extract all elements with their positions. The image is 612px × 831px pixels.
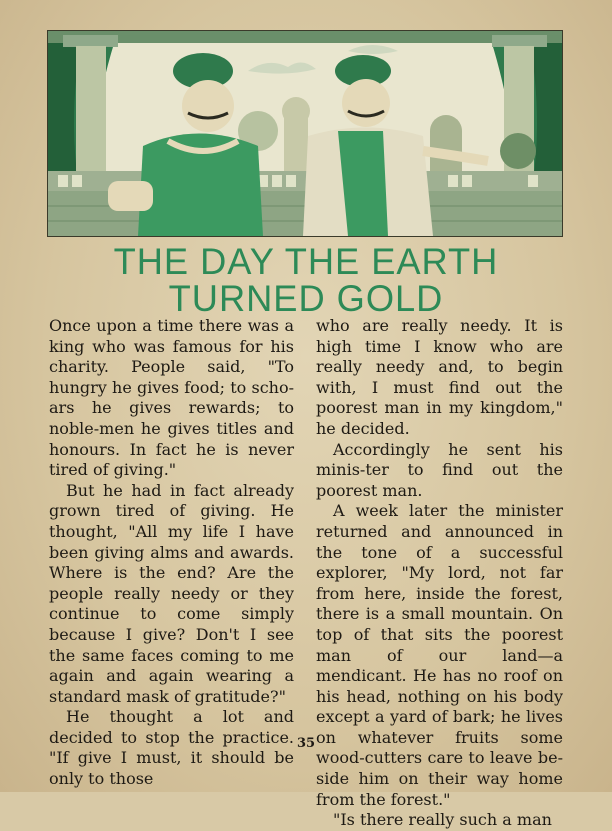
story-title-line-2: TURNED GOLD xyxy=(168,278,444,319)
paragraph: Once upon a time there was a king who was famous for his charity. People said, "To hungry he gives food; to scho-ars he gives rewards; to noble-men he gives titles and honours. In fact he is never tired of giving." xyxy=(49,316,294,480)
paragraph: A week later the minister returned and announced in the tone of a successful explorer, "My lord, not far from here, inside the forest, there is a small mountain. On top of that sits the poorest man of our land—a mendicant. He has no roof on his head, nothing on his body except a yard of bark; he lives on whatever fruits some wood-cutters care to leave be-side him on their way home from the forest." xyxy=(316,501,563,809)
story-title-line-1: THE DAY THE EARTH xyxy=(113,241,499,282)
story-illustration xyxy=(47,30,563,237)
paragraph: But he had in fact already grown tired of giving. He thought, "All my life I have been giving alms and awards. Where is the end? Are the people really needy or they continue to come simply because I give? Don't I see the same faces coming to me again and again wearing a standard mask of gratitude?" xyxy=(49,480,294,706)
left-text-column xyxy=(49,316,294,790)
paragraph: who are really needy. It is high time I know who are really needy and, to begin with, I must find out the poorest man in my kingdom," he decided. xyxy=(316,316,563,438)
paragraph: He thought a lot and decided to stop the practice. "If give I must, it should be only to those xyxy=(49,707,294,789)
paragraph: Accordingly he sent his minis-ter to find out the poorest man. xyxy=(316,439,563,500)
two-men-in-palace-illustration-icon xyxy=(48,31,562,236)
page-number: 35 xyxy=(296,736,316,751)
paragraph: "Is there really such a man xyxy=(333,810,552,830)
right-text-column xyxy=(316,316,563,831)
